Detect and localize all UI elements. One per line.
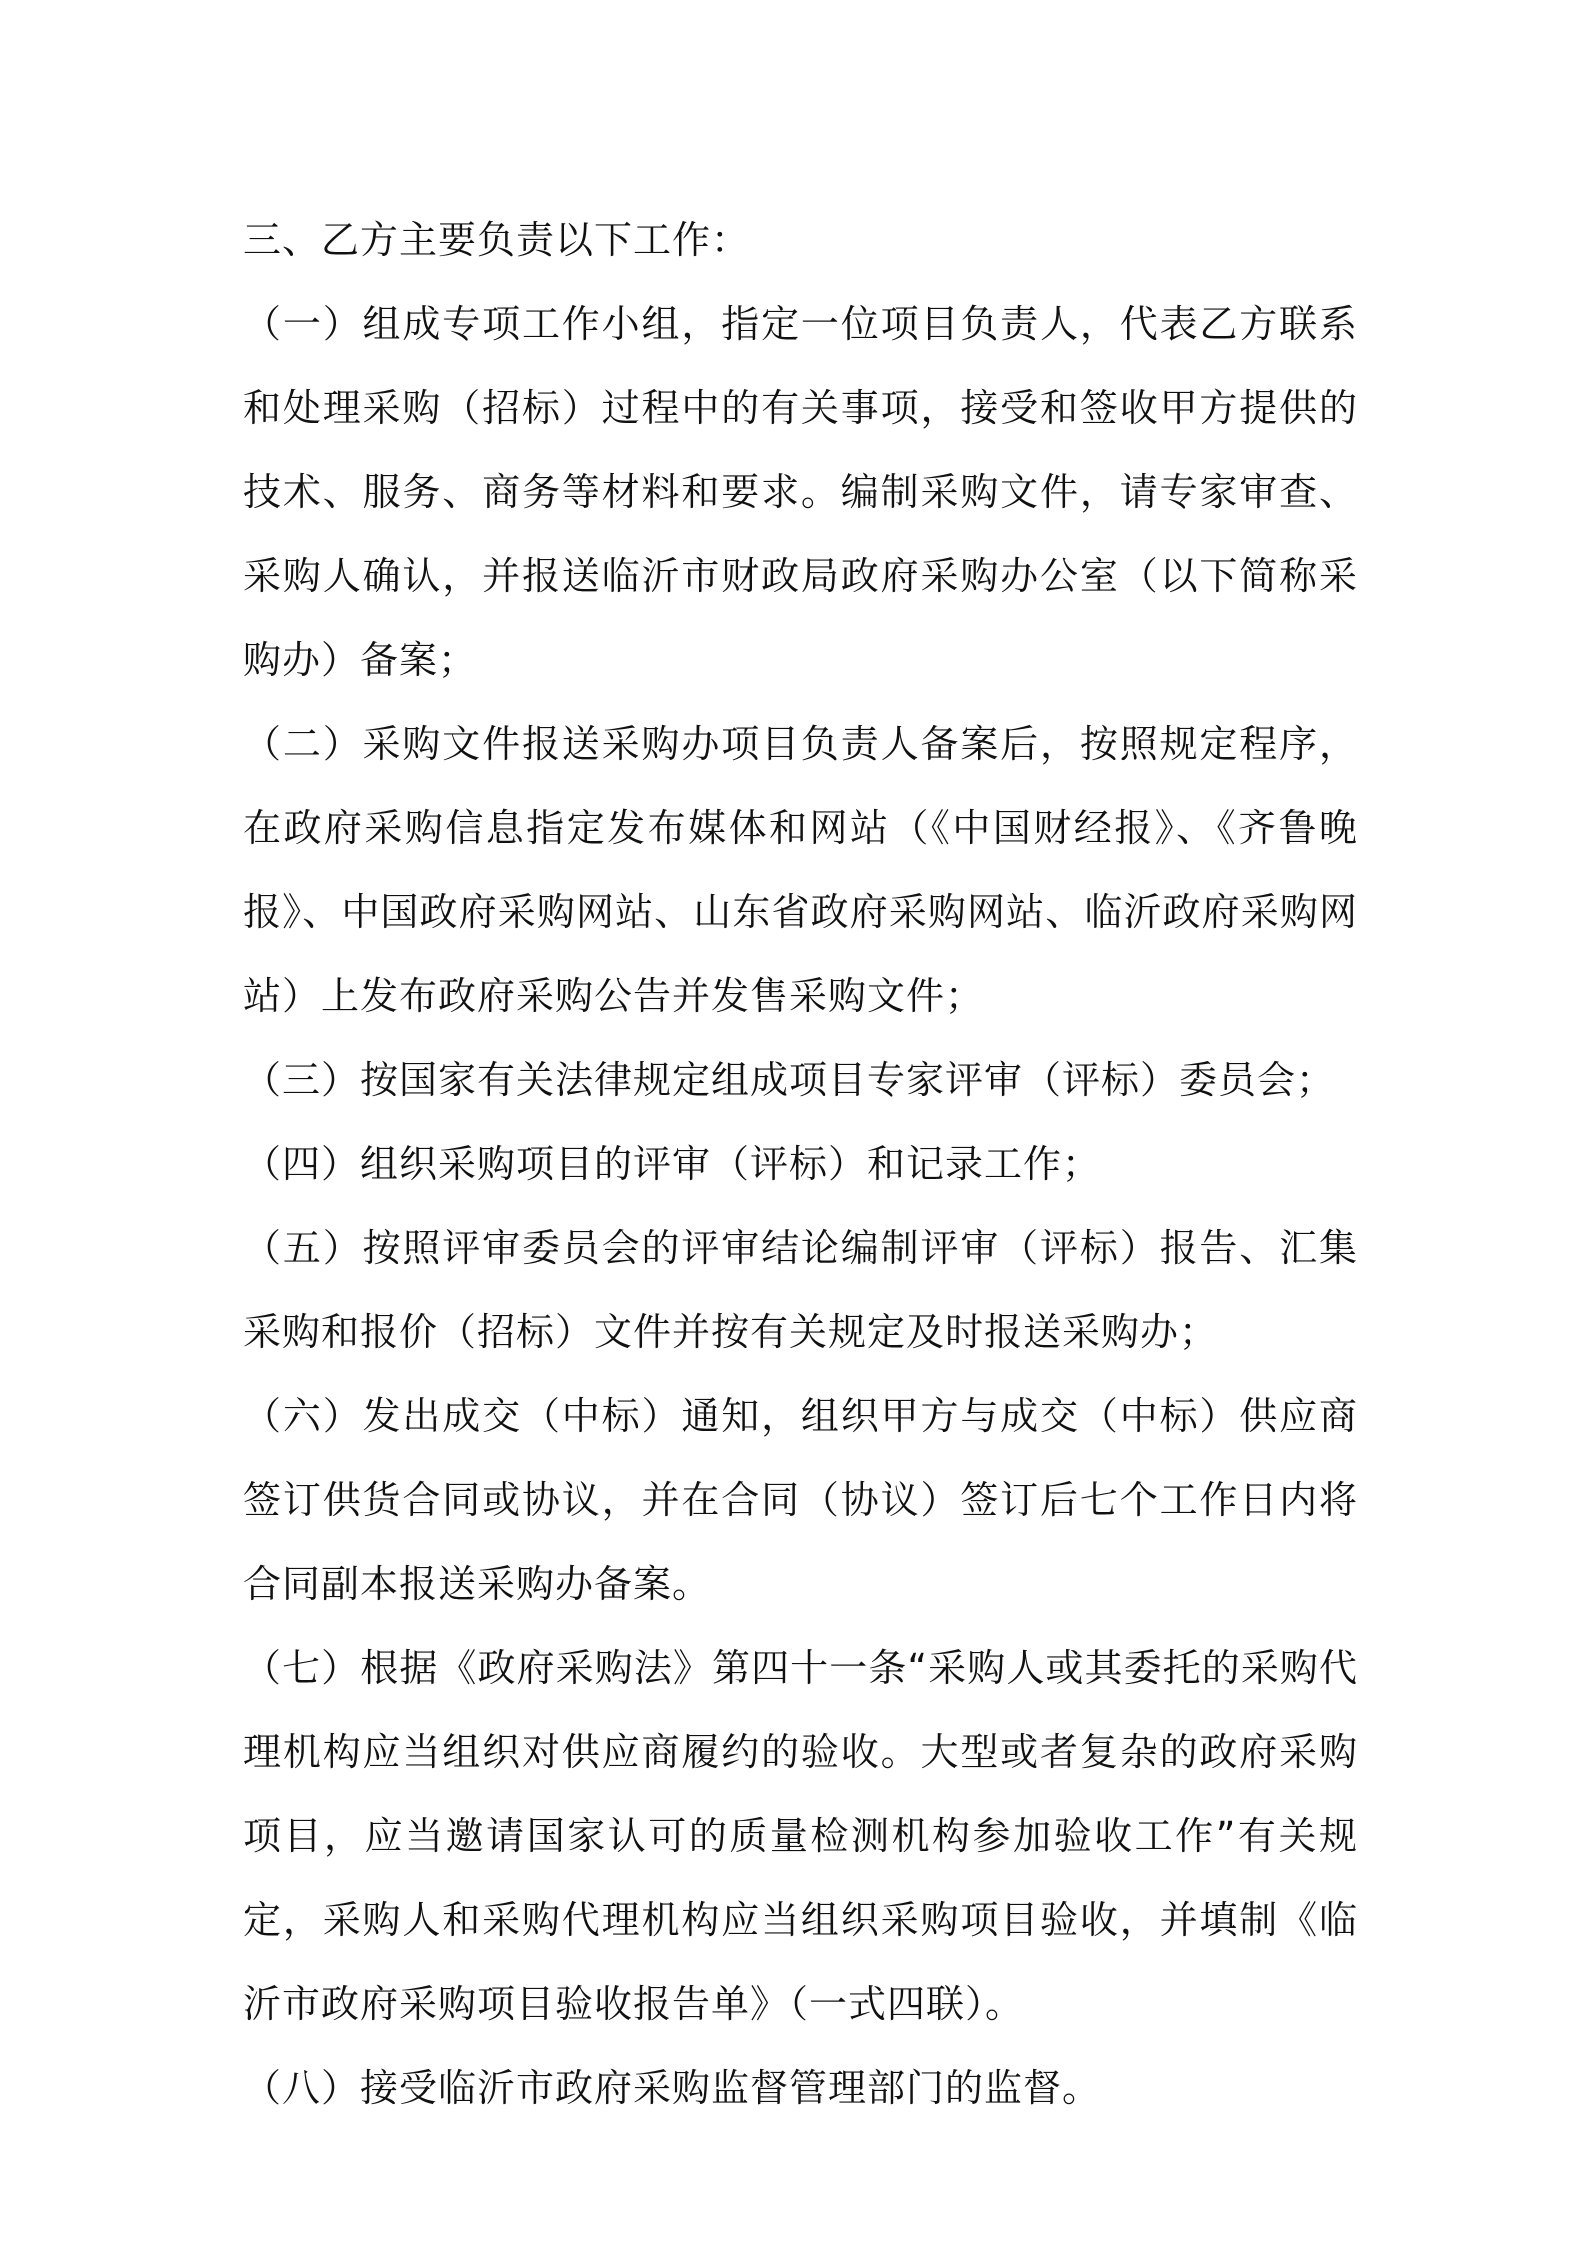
paragraph-item-2: （二）采购文件报送采购办项目负责人备案后，按照规定程序，在政府采购信息指定发布媒体和网站（《中国财经报》、《齐鲁晚报》、中国政府采购网站、山东省政府采购网站、临沂政府采购网站）上发布政府采购公告并发售采购文件；: [243, 722, 1358, 1018]
section-heading: 三、乙方主要负责以下工作：: [243, 218, 751, 262]
paragraph-item-1: （一）组成专项工作小组，指定一位项目负责人，代表乙方联系和处理采购（招标）过程中的有关事项，接受和签收甲方提供的技术、服务、商务等材料和要求。编制采购文件，请专家审查、采购人确认，并报送临沂市财政局政府采购办公室（以下简称采购办）备案；: [243, 302, 1358, 682]
paragraph-item-7: （七）根据《政府采购法》第四十一条“采购人或其委托的采购代理机构应当组织对供应商履约的验收。大型或者复杂的政府采购项目，应当邀请国家认可的质量检测机构参加验收工作”有关规定，采购人和采购代理机构应当组织采购项目验收，并填制《临沂市政府采购项目验收报告单》（一式四联）。: [243, 1646, 1358, 2026]
paragraph-item-4: （四）组织采购项目的评审（评标）和记录工作；: [243, 1142, 1102, 1186]
paragraph-item-6: （六）发出成交（中标）通知，组织甲方与成交（中标）供应商签订供货合同或协议，并在合同（协议）签订后七个工作日内将合同副本报送采购办备案。: [243, 1394, 1358, 1606]
paragraph-item-3: （三）按国家有关法律规定组成项目专家评审（评标）委员会；: [243, 1058, 1336, 1102]
paragraph-item-8: （八）接受临沂市政府采购监督管理部门的监督。: [243, 2066, 1102, 2110]
document-body: [243, 198, 1358, 2130]
paragraph-item-5: （五）按照评审委员会的评审结论编制评审（评标）报告、汇集采购和报价（招标）文件并按有关规定及时报送采购办；: [243, 1226, 1358, 1354]
